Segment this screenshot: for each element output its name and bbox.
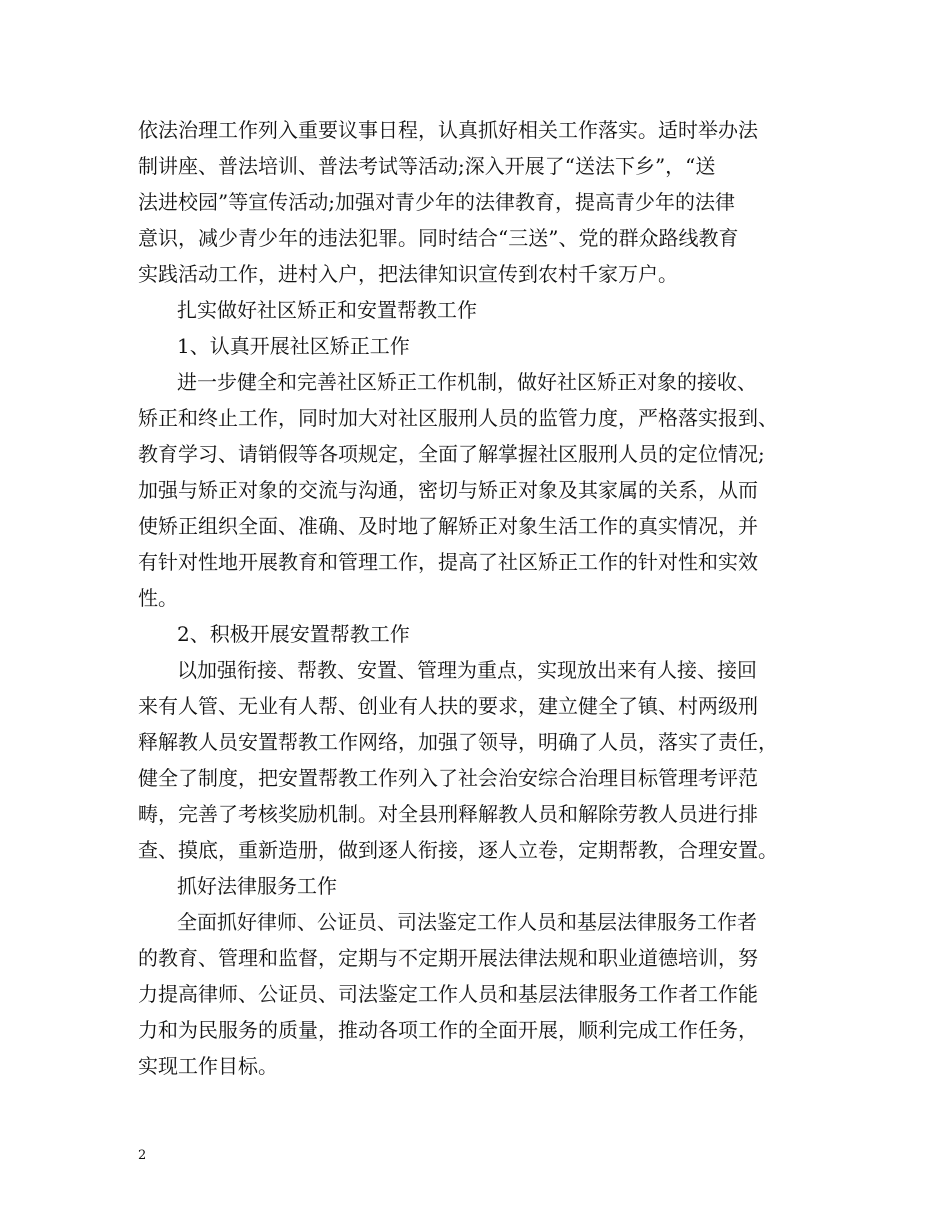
paragraph-line: 教育学习、请销假等各项规定，全面了解掌握社区服刑人员的定位情况; <box>138 442 765 466</box>
paragraph-line: 健全了制度，把安置帮教工作列入了社会治安综合治理目标管理考评范 <box>138 766 758 790</box>
paragraph-line: 意识，减少青少年的违法犯罪。同时结合“三送”、党的群众路线教育 <box>138 226 739 250</box>
paragraph-line: 有针对性地开展教育和管理工作，提高了社区矫正工作的针对性和实效 <box>138 550 758 574</box>
paragraph-line: 加强与矫正对象的交流与沟通，密切与矫正对象及其家属的关系，从而 <box>138 478 758 502</box>
document-body <box>138 112 828 1084</box>
paragraph-line: 法进校园”等宣传活动;加强对青少年的法律教育，提高青少年的法律 <box>138 190 735 214</box>
paragraph-line: 力和为民服务的质量，推动各项工作的全面开展，顺利完成工作任务， <box>138 1018 758 1042</box>
paragraph-line: 实现工作目标。 <box>138 1054 278 1078</box>
paragraph-line: 查、摸底，重新造册，做到逐人衔接，逐人立卷，定期帮教，合理安置。 <box>138 838 778 862</box>
paragraph-line: 使矫正组织全面、准确、及时地了解矫正对象生活工作的真实情况，并 <box>138 514 758 538</box>
paragraph-line: 实践活动工作，进村入户，把法律知识宣传到农村千家万户。 <box>138 262 678 286</box>
paragraph-line: 的教育、管理和监督，定期与不定期开展法律法规和职业道德培训，努 <box>138 946 758 970</box>
paragraph-line: 释解教人员安置帮教工作网络，加强了领导，明确了人员，落实了责任， <box>138 730 778 754</box>
paragraph-line: 性。 <box>138 586 178 610</box>
paragraph-line-indented: 抓好法律服务工作 <box>177 874 337 898</box>
paragraph-line-indented: 进一步健全和完善社区矫正工作机制，做好社区矫正对象的接收、 <box>177 370 757 394</box>
paragraph-line: 来有人管、无业有人帮、创业有人扶的要求，建立健全了镇、村两级刑 <box>138 694 758 718</box>
paragraph-line: 矫正和终止工作，同时加大对社区服刑人员的监管力度，严格落实报到、 <box>138 406 778 430</box>
paragraph-line-indented: 以加强衔接、帮教、安置、管理为重点，实现放出来有人接、接回 <box>177 658 757 682</box>
paragraph-line: 依法治理工作列入重要议事日程，认真抓好相关工作落实。适时举办法 <box>138 118 758 142</box>
paragraph-line: 力提高律师、公证员、司法鉴定工作人员和基层法律服务工作者工作能 <box>138 982 758 1006</box>
paragraph-line-indented: 2、积极开展安置帮教工作 <box>177 622 410 646</box>
paragraph-line: 制讲座、普法培训、普法考试等活动;深入开展了“送法下乡”，“送 <box>138 154 716 178</box>
page-number: 2 <box>138 1148 147 1163</box>
paragraph-line-indented: 扎实做好社区矫正和安置帮教工作 <box>177 298 477 322</box>
paragraph-line-indented: 1、认真开展社区矫正工作 <box>177 334 410 358</box>
paragraph-line: 畴，完善了考核奖励机制。对全县刑释解教人员和解除劳教人员进行排 <box>138 802 758 826</box>
paragraph-line-indented: 全面抓好律师、公证员、司法鉴定工作人员和基层法律服务工作者 <box>177 910 757 934</box>
